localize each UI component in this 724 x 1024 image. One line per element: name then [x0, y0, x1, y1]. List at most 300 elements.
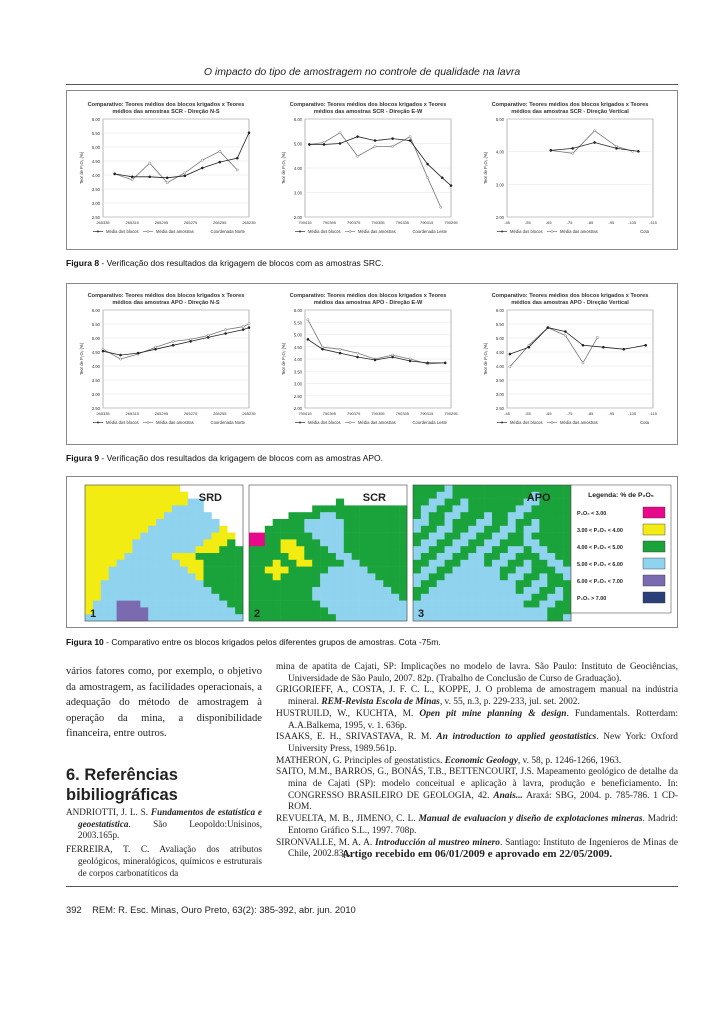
page-number: 392: [66, 904, 82, 915]
map-cell: [484, 560, 492, 567]
map-cell: [211, 587, 219, 594]
map-cell: [375, 587, 383, 594]
map-cell: [445, 587, 453, 594]
map-cell: [500, 546, 508, 553]
map-cell: [421, 519, 429, 526]
map-cell: [399, 594, 407, 601]
map-cell: [539, 512, 547, 519]
block-series-point: [119, 354, 121, 356]
map-cell: [211, 607, 219, 614]
map-cell: [532, 546, 540, 553]
chart-panel: [483, 293, 658, 425]
map-cell: [125, 492, 133, 499]
map-cell: [437, 553, 445, 560]
map-cell: [196, 587, 204, 594]
map-cell: [328, 573, 336, 580]
map-cell: [204, 553, 212, 560]
map-cell: [429, 553, 437, 560]
x-tick-label: 265315: [125, 220, 139, 225]
map-cell: [172, 601, 180, 608]
map-cell: [453, 594, 461, 601]
map-cell: [563, 526, 571, 533]
map-cell: [320, 512, 328, 519]
map-cell: [172, 546, 180, 553]
map-cell: [125, 587, 133, 594]
block-series-point: [190, 340, 192, 342]
map-cell: [289, 587, 297, 594]
map-cell: [101, 546, 109, 553]
map-cell: [352, 553, 360, 560]
map-cell: [484, 505, 492, 512]
map-cell: [211, 560, 219, 567]
map-cell: [164, 492, 172, 499]
figure-9-label: Figura 9: [66, 453, 100, 463]
y-tick-label: 5.00: [495, 117, 504, 122]
map-cell: [196, 519, 204, 526]
map-cell: [172, 505, 180, 512]
map-cell: [140, 485, 148, 492]
reference-text: , v. 58, p. 1246-1266, 1963.: [517, 755, 622, 766]
map-cell: [249, 560, 257, 567]
map-cell: [117, 505, 125, 512]
map-cell: [368, 587, 376, 594]
map-cell: [532, 587, 540, 594]
map-cell: [328, 546, 336, 553]
map-cell: [196, 601, 204, 608]
map-cell: [148, 567, 156, 574]
map-cell: [484, 594, 492, 601]
map-cell: [156, 607, 164, 614]
map-cell: [516, 505, 524, 512]
map-cell: [468, 519, 476, 526]
map-cell: [172, 614, 180, 621]
map-cell: [148, 573, 156, 580]
map-cell: [296, 526, 304, 533]
y-tick-label: 6.00: [293, 117, 302, 122]
map-cell: [281, 607, 289, 614]
map-cell: [109, 526, 117, 533]
map-cell: [132, 560, 140, 567]
map-cell: [532, 526, 540, 533]
map-cell: [273, 519, 281, 526]
map-cell: [93, 519, 101, 526]
map-cell: [312, 560, 320, 567]
map-cell: [532, 614, 540, 621]
map-cell: [140, 607, 148, 614]
map-cell: [328, 601, 336, 608]
map-cell: [117, 546, 125, 553]
map-cell: [312, 539, 320, 546]
x-axis-name: Coordenada Leste: [412, 229, 447, 234]
map-cell: [468, 560, 476, 567]
x-tick-label: -85: [587, 220, 594, 225]
map-cell: [453, 573, 461, 580]
map-cell: [196, 512, 204, 519]
map-cell: [445, 499, 453, 506]
x-tick-label: 265295: [154, 220, 169, 225]
map-cell: [555, 546, 563, 553]
map-cell: [539, 533, 547, 540]
map-cell: [547, 573, 555, 580]
block-series-point: [323, 143, 325, 145]
map-cell: [421, 512, 429, 519]
map-cell: [539, 519, 547, 526]
map-cell: [516, 485, 524, 492]
map-cell: [344, 601, 352, 608]
map-cell: [383, 539, 391, 546]
map-cell: [344, 539, 352, 546]
map-cell: [391, 573, 399, 580]
map-cell: [156, 567, 164, 574]
sample-series-point: [572, 152, 574, 154]
map-cell: [235, 580, 243, 587]
block-series-point: [339, 142, 341, 144]
reference-text: , v. 55, n.3, p. 229-233, jul. set. 2002.: [439, 697, 580, 708]
map-cell: [109, 607, 117, 614]
map-cell: [468, 533, 476, 540]
y-tick-label: 6.00: [495, 308, 504, 313]
map-cell: [429, 601, 437, 608]
map-cell: [328, 512, 336, 519]
map-cell: [500, 607, 508, 614]
map-cell: [500, 539, 508, 546]
map-cell: [437, 601, 445, 608]
x-tick-label: -115: [649, 411, 657, 416]
map-cell: [132, 512, 140, 519]
map-cell: [85, 594, 93, 601]
map-cell: [375, 614, 383, 621]
legend-marker: [551, 231, 553, 233]
map-cell: [516, 580, 524, 587]
map-cell: [227, 567, 235, 574]
map-cell: [117, 573, 125, 580]
map-cell: [516, 519, 524, 526]
map-cell: [445, 601, 453, 608]
y-tick-label: 5.50: [91, 322, 100, 327]
map-cell: [524, 505, 532, 512]
plot-area: [507, 119, 653, 217]
map-cell: [437, 499, 445, 506]
article-dates: Artigo recebido em 06/01/2009 e aprovado em 22/05/2009.: [341, 848, 613, 860]
map-cell: [437, 539, 445, 546]
y-tick-label: 4.00: [293, 357, 302, 362]
map-cell: [125, 553, 133, 560]
legend-label: Média dos blocos: [106, 420, 139, 425]
map-cell: [476, 485, 484, 492]
map-cell: [484, 587, 492, 594]
map-cell: [204, 526, 212, 533]
map-cell: [304, 539, 312, 546]
map-cell: [93, 601, 101, 608]
map-cell: [516, 573, 524, 580]
map-cell: [289, 614, 297, 621]
map-cell: [413, 519, 421, 526]
map-cell: [148, 553, 156, 560]
map-cell: [296, 594, 304, 601]
map-cell: [437, 512, 445, 519]
map-cell: [460, 594, 468, 601]
map-cell: [368, 594, 376, 601]
map-cell: [312, 614, 320, 621]
x-tick-label: 790375: [346, 411, 361, 416]
map-cell: [296, 560, 304, 567]
map-cell: [188, 553, 196, 560]
map-cell: [539, 546, 547, 553]
map-cell: [547, 580, 555, 587]
map-cell: [117, 492, 125, 499]
map-cell: [453, 492, 461, 499]
map-cell: [265, 567, 273, 574]
map-cell: [421, 485, 429, 492]
map-cell: [555, 526, 563, 533]
map-cell: [413, 587, 421, 594]
map-cell: [524, 560, 532, 567]
map-cell: [532, 519, 540, 526]
map-cell: [539, 601, 547, 608]
y-tick-label: 2.50: [91, 406, 100, 411]
map-cell: [328, 533, 336, 540]
map-cell: [328, 594, 336, 601]
map-cell: [508, 546, 516, 553]
map-cell: [249, 594, 257, 601]
map-cell: [383, 546, 391, 553]
map-cell: [172, 512, 180, 519]
map-cell: [85, 526, 93, 533]
y-tick-label: 6.00: [91, 308, 100, 313]
map-cell: [85, 512, 93, 519]
reference-text: GRIGORIEFF, A., COSTA, J. F. C. L., KOPPE, J. O problema de amostragem manual na indústria mineral.: [276, 685, 678, 708]
map-cell: [289, 519, 297, 526]
x-tick-label: 790415: [298, 220, 312, 225]
map-cell: [453, 499, 461, 506]
map-cell: [492, 580, 500, 587]
map-cell: [460, 607, 468, 614]
map-cell: [101, 601, 109, 608]
y-tick-label: 3.00: [91, 392, 100, 397]
map-cell: [164, 601, 172, 608]
map-cell: [101, 567, 109, 574]
map-cell: [132, 573, 140, 580]
map-cell: [156, 580, 164, 587]
map-cell: [180, 601, 188, 608]
map-cell: [532, 533, 540, 540]
legend-marker: [147, 422, 149, 424]
block-series-point: [236, 157, 238, 159]
map-cell: [413, 485, 421, 492]
map-cell: [148, 499, 156, 506]
map-cell: [312, 505, 320, 512]
map-cell: [219, 546, 227, 553]
figure-10-caption-text: - Comparativo entre os blocos krigados pelos diferentes grupos de amostras. Cota -75m.: [103, 637, 441, 647]
map-cell: [437, 505, 445, 512]
map-cell: [281, 553, 289, 560]
sample-series-point: [248, 323, 250, 325]
map-cell: [273, 607, 281, 614]
map-cell: [500, 512, 508, 519]
legend-marker: [501, 422, 503, 424]
map-cell: [555, 594, 563, 601]
map-cell: [196, 607, 204, 614]
map-cell: [289, 553, 297, 560]
map-cell: [140, 580, 148, 587]
map-cell: [320, 614, 328, 621]
legend-label: Média das amostras: [358, 229, 396, 234]
map-cell: [117, 499, 125, 506]
map-cell: [492, 601, 500, 608]
sample-series-point: [149, 162, 151, 164]
map-cell: [563, 614, 571, 621]
map-cell: [140, 546, 148, 553]
map-cell: [421, 505, 429, 512]
map-cell: [500, 533, 508, 540]
chart-title: médios das amostras APO - Direção E-W: [313, 300, 423, 306]
sample-series-point: [356, 352, 358, 354]
map-cell: [180, 546, 188, 553]
map-cell: [344, 594, 352, 601]
map-cell: [156, 553, 164, 560]
map-cell: [132, 539, 140, 546]
map-cell: [360, 594, 368, 601]
map-cell: [500, 485, 508, 492]
map-cell: [421, 499, 429, 506]
map-cell: [289, 567, 297, 574]
map-cell: [132, 533, 140, 540]
map-cell: [336, 567, 344, 574]
map-cell: [328, 553, 336, 560]
map-cell: [328, 560, 336, 567]
map-cell: [227, 553, 235, 560]
map-cell: [328, 587, 336, 594]
map-cell: [336, 505, 344, 512]
map-cell: [132, 594, 140, 601]
map-cell: [360, 512, 368, 519]
map-cell: [117, 580, 125, 587]
map-cell: [109, 505, 117, 512]
block-series-point: [242, 329, 244, 331]
map-cell: [360, 614, 368, 621]
map-cell: [320, 587, 328, 594]
map-cell: [219, 587, 227, 594]
map-cell: [273, 587, 281, 594]
map-cell: [132, 607, 140, 614]
map-cell: [532, 594, 540, 601]
map-cell: [344, 505, 352, 512]
map-cell: [336, 499, 344, 506]
legend-marker: [501, 231, 503, 233]
chart-title: médios das amostras SCR - Direção E-W: [313, 109, 423, 115]
chart-title: médios das amostras APO - Direção N-S: [112, 300, 220, 306]
map-cell: [273, 614, 281, 621]
map-cell: [360, 546, 368, 553]
left-reference-1: [66, 844, 262, 879]
map-cell: [484, 567, 492, 574]
map-cell: [180, 553, 188, 560]
reference-title: Introducción al mustreo minero: [374, 837, 500, 848]
map-cell: [476, 539, 484, 546]
map-cell: [524, 553, 532, 560]
map-cell: [445, 512, 453, 519]
map-cell: [211, 567, 219, 574]
map-cell: [117, 614, 125, 621]
map-cell: [211, 573, 219, 580]
map-cell: [492, 560, 500, 567]
map-cell: [532, 560, 540, 567]
block-series-point: [528, 346, 530, 348]
map-cell: [156, 499, 164, 506]
block-series-point: [645, 344, 647, 346]
map-cell: [312, 519, 320, 526]
reference-text: mina de apatita de Cajati, SP: Implicações no modelo de lavra. São Paulo: Instituto de Geociências, Universidade de São Paulo, 2007. 82p. (Trabalho de Conclusão de Curso de Graduação).: [276, 662, 678, 684]
y-tick-label: 3.00: [91, 201, 100, 206]
map-cell: [453, 485, 461, 492]
map-cell: [328, 519, 336, 526]
map-cell: [445, 594, 453, 601]
map-cell: [249, 539, 257, 546]
map-cell: [547, 560, 555, 567]
body-paragraph: vários fatores como, por exemplo, o objetivo da amostragem, as facilidades operacionais, a adequação do método de amostragem à operação da mina, a disponibilidade financeira, entre outros.: [66, 666, 262, 740]
map-cell: [539, 505, 547, 512]
map-cell: [421, 560, 429, 567]
map-cell: [117, 587, 125, 594]
map-cell: [172, 607, 180, 614]
reference-text: . Fundamentals. Rotterdam: A.A.Balkema, 1995, v. 1. 636p.: [288, 708, 678, 731]
map-cell: [453, 601, 461, 608]
map-cell: [336, 573, 344, 580]
legend-label: P₂O₅ < 3.00: [577, 511, 607, 517]
map-cell: [375, 539, 383, 546]
map-cell: [132, 587, 140, 594]
map-cell: [532, 512, 540, 519]
map-cell: [93, 580, 101, 587]
map-cell: [125, 505, 133, 512]
legend-label: Média das amostras: [358, 420, 396, 425]
map-cell: [156, 526, 164, 533]
map-cell: [413, 560, 421, 567]
map-cell: [453, 553, 461, 560]
map-cell: [320, 546, 328, 553]
map-cell: [547, 594, 555, 601]
map-cell: [352, 533, 360, 540]
map-cell: [476, 567, 484, 574]
map-cell: [180, 580, 188, 587]
map-cell: [445, 573, 453, 580]
map-cell: [336, 546, 344, 553]
x-tick-label: 265295: [154, 411, 169, 416]
map-cell: [164, 607, 172, 614]
block-series-point: [321, 348, 323, 350]
map-cell: [460, 505, 468, 512]
map-cell: [383, 553, 391, 560]
map-cell: [563, 512, 571, 519]
legend-label: Média das amostras: [560, 229, 598, 234]
map-cell: [289, 594, 297, 601]
map-cell: [265, 560, 273, 567]
map-cell: [336, 526, 344, 533]
reference-text: REVUELTA, M. B., JIMENO, C. L.: [276, 814, 419, 825]
map-cell: [109, 533, 117, 540]
map-cell: [180, 594, 188, 601]
references-right-column: [276, 662, 678, 861]
map-cell: [492, 539, 500, 546]
map-cell: [101, 533, 109, 540]
map-cell: [500, 492, 508, 499]
map-cell: [460, 587, 468, 594]
map-cell: [140, 526, 148, 533]
map-cell: [500, 580, 508, 587]
map-cell: [249, 533, 257, 540]
map-cell: [312, 594, 320, 601]
map-cell: [547, 567, 555, 574]
